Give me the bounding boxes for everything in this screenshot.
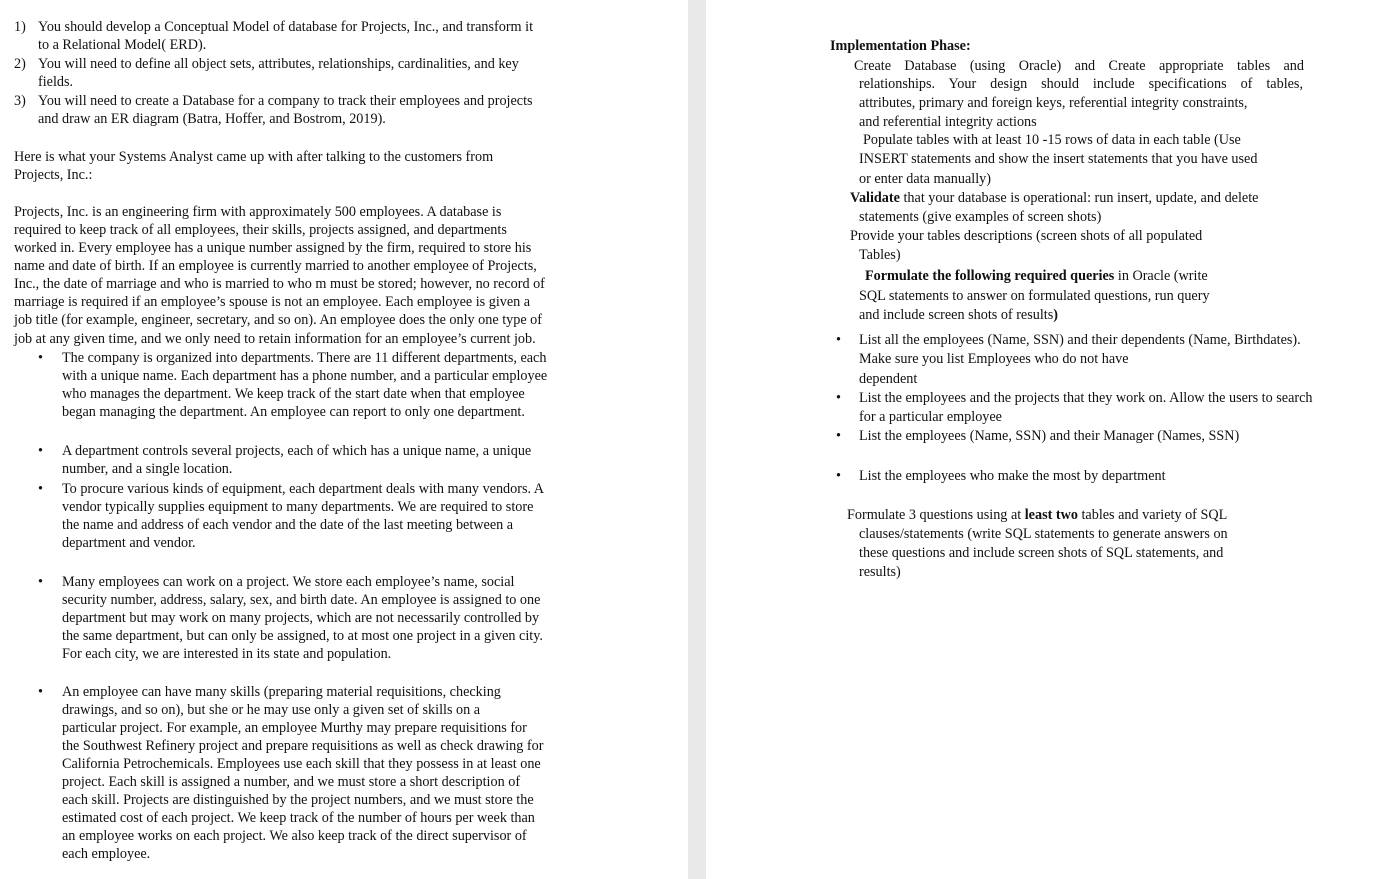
bullet-line: department and vendor. bbox=[62, 535, 196, 551]
provide-line: Tables) bbox=[859, 247, 901, 263]
bullet-line: security number, address, salary, sex, and birth date. An employee is assigned to one bbox=[62, 592, 541, 608]
validate-line bbox=[850, 189, 1258, 207]
bullet-line: Many employees can work on a project. We store each employee’s name, social bbox=[62, 574, 515, 590]
validate-keyword: Validate bbox=[850, 190, 900, 206]
create-line: relationships. Your design should include specifications of tables, bbox=[859, 76, 1303, 92]
query-line: dependent bbox=[859, 371, 918, 387]
bullet-icon: • bbox=[836, 468, 841, 484]
bullet-line: who manages the department. We keep track of the start date when that employee bbox=[62, 386, 525, 402]
bullet-line: began managing the department. An employee can report to only one department. bbox=[62, 404, 525, 420]
bullet-icon: • bbox=[38, 481, 43, 497]
bullet-line: California Petrochemicals. Employees use each skill that they possess in at least one bbox=[62, 756, 541, 772]
formulate-keyword: Formulate the following required queries bbox=[865, 268, 1115, 284]
list-number: 2) bbox=[14, 56, 26, 72]
formulate-paren: ) bbox=[1053, 307, 1058, 323]
bullet-icon: • bbox=[38, 443, 43, 459]
query-line: List the employees (Name, SSN) and their Manager (Names, SSN) bbox=[859, 428, 1240, 444]
query-line: for a particular employee bbox=[859, 409, 1002, 425]
list-number: 1) bbox=[14, 19, 26, 35]
bullet-line: each skill. Projects are distinguished by the project numbers, and we must store the bbox=[62, 792, 534, 808]
intro-line: Here is what your Systems Analyst came up with after talking to the customers from bbox=[14, 149, 494, 165]
paragraph-line: worked in. Every employee has a unique number assigned by the firm, required to store his bbox=[14, 240, 532, 256]
paragraph-line: Projects, Inc. is an engineering firm with approximately 500 employees. A database is bbox=[14, 204, 502, 220]
bullet-line: To procure various kinds of equipment, each department deals with many vendors. A bbox=[62, 481, 545, 497]
list-number: 3) bbox=[14, 93, 26, 109]
create-line: and referential integrity actions bbox=[859, 114, 1037, 130]
final-keyword: least two bbox=[1024, 507, 1078, 523]
final-text: Formulate 3 questions using at bbox=[847, 507, 1025, 523]
numbered-item-line: You will need to create a Database for a company to track their employees and projects bbox=[38, 93, 533, 109]
final-line bbox=[847, 506, 1227, 524]
query-line: Make sure you list Employees who do not have bbox=[859, 351, 1129, 367]
query-line: List all the employees (Name, SSN) and their dependents (Name, Birthdates). bbox=[859, 332, 1301, 348]
create-line: Create Database (using Oracle) and Create appropriate tables and bbox=[854, 58, 1304, 74]
bullet-line: the same department, but can only be assigned, to at most one project in a given city. bbox=[62, 628, 543, 644]
populate-line: Populate tables with at least 10 -15 rows of data in each table (Use bbox=[863, 132, 1241, 148]
bullet-line: the name and address of each vendor and the date of the last meeting between a bbox=[62, 517, 514, 533]
final-line: results) bbox=[859, 564, 901, 580]
paragraph-line: marriage is required if an employee’s spouse is not an employee. Each employee is given a bbox=[14, 294, 531, 310]
intro-line: Projects, Inc.: bbox=[14, 167, 93, 183]
populate-line: INSERT statements and show the insert statements that you have used bbox=[859, 151, 1258, 167]
bullet-icon: • bbox=[38, 574, 43, 590]
bullet-line: number, and a single location. bbox=[62, 461, 233, 477]
paragraph-line: job at any given time, and we only need to retain information for an employee’s current job. bbox=[14, 331, 536, 347]
bullet-line: An employee can have many skills (preparing material requisitions, checking bbox=[62, 684, 501, 700]
bullet-line: project. Each skill is assigned a number, and we must store a short description of bbox=[62, 774, 521, 790]
formulate-line: SQL statements to answer on formulated questions, run query bbox=[859, 288, 1210, 304]
bullet-icon: • bbox=[836, 428, 841, 444]
section-heading: Implementation Phase: bbox=[830, 38, 971, 54]
right-page bbox=[706, 0, 1398, 879]
bullet-line: each employee. bbox=[62, 846, 151, 862]
paragraph-line: job title (for example, engineer, secretary, and so on). An employee does the only one type of bbox=[14, 312, 543, 328]
query-line: List the employees who make the most by department bbox=[859, 468, 1166, 484]
final-line: clauses/statements (write SQL statements to generate answers on bbox=[859, 526, 1228, 542]
bullet-line: drawings, and so on), but she or he may use only a given set of skills on a bbox=[62, 702, 481, 718]
populate-line: or enter data manually) bbox=[859, 171, 991, 187]
left-page bbox=[0, 0, 688, 879]
bullet-line: an employee works on each project. We also keep track of the direct supervisor of bbox=[62, 828, 527, 844]
bullet-line: particular project. For example, an employee Murthy may prepare requisitions for bbox=[62, 720, 527, 736]
validate-line: statements (give examples of screen shots) bbox=[859, 209, 1102, 225]
paragraph-line: name and date of birth. If an employee is currently married to another employee of Projects, bbox=[14, 258, 537, 274]
bullet-icon: • bbox=[38, 350, 43, 366]
numbered-item-line: and draw an ER diagram (Batra, Hoffer, and Bostrom, 2019). bbox=[38, 111, 386, 127]
bullet-line: department but may work on many projects, which are not necessarily controlled by bbox=[62, 610, 540, 626]
bullet-icon: • bbox=[836, 390, 841, 406]
validate-text: that your database is operational: run insert, update, and delete bbox=[899, 190, 1259, 206]
page-gutter bbox=[688, 0, 706, 879]
numbered-item-line: You will need to define all object sets, attributes, relationships, cardinalities, and key bbox=[38, 56, 519, 72]
bullet-icon: • bbox=[836, 332, 841, 348]
paragraph-line: required to keep track of all employees, their skills, projects assigned, and departments bbox=[14, 222, 507, 238]
numbered-item-line: to a Relational Model( ERD). bbox=[38, 37, 207, 53]
final-text: tables and variety of SQL bbox=[1077, 507, 1228, 523]
create-line: attributes, primary and foreign keys, referential integrity constraints, bbox=[859, 95, 1248, 111]
bullet-line: the Southwest Refinery project and prepare requisitions as well as check drawing for bbox=[62, 738, 544, 754]
formulate-text: and include screen shots of results bbox=[859, 307, 1054, 323]
formulate-line bbox=[865, 267, 1208, 285]
bullet-line: For each city, we are interested in its state and population. bbox=[62, 646, 392, 662]
bullet-icon: • bbox=[38, 684, 43, 700]
numbered-item-line: fields. bbox=[38, 74, 74, 90]
provide-line: Provide your tables descriptions (screen shots of all populated bbox=[850, 228, 1203, 244]
bullet-line: with a unique name. Each department has a phone number, and a particular employee bbox=[62, 368, 548, 384]
bullet-line: vendor typically supplies equipment to many departments. We are required to store bbox=[62, 499, 534, 515]
paragraph-line: Inc., the date of marriage and who is married to who m must be stored; however, no record of bbox=[14, 276, 545, 292]
numbered-item-line: You should develop a Conceptual Model of database for Projects, Inc., and transform it bbox=[38, 19, 534, 35]
final-line: these questions and include screen shots of SQL statements, and bbox=[859, 545, 1224, 561]
query-line: List the employees and the projects that they work on. Allow the users to search bbox=[859, 390, 1313, 406]
bullet-line: The company is organized into departments. There are 11 different departments, each bbox=[62, 350, 547, 366]
bullet-line: A department controls several projects, each of which has a unique name, a unique bbox=[62, 443, 532, 459]
formulate-text: in Oracle (write bbox=[1114, 268, 1208, 284]
bullet-line: estimated cost of each project. We keep track of the number of hours per week than bbox=[62, 810, 535, 826]
formulate-line bbox=[859, 306, 1058, 324]
